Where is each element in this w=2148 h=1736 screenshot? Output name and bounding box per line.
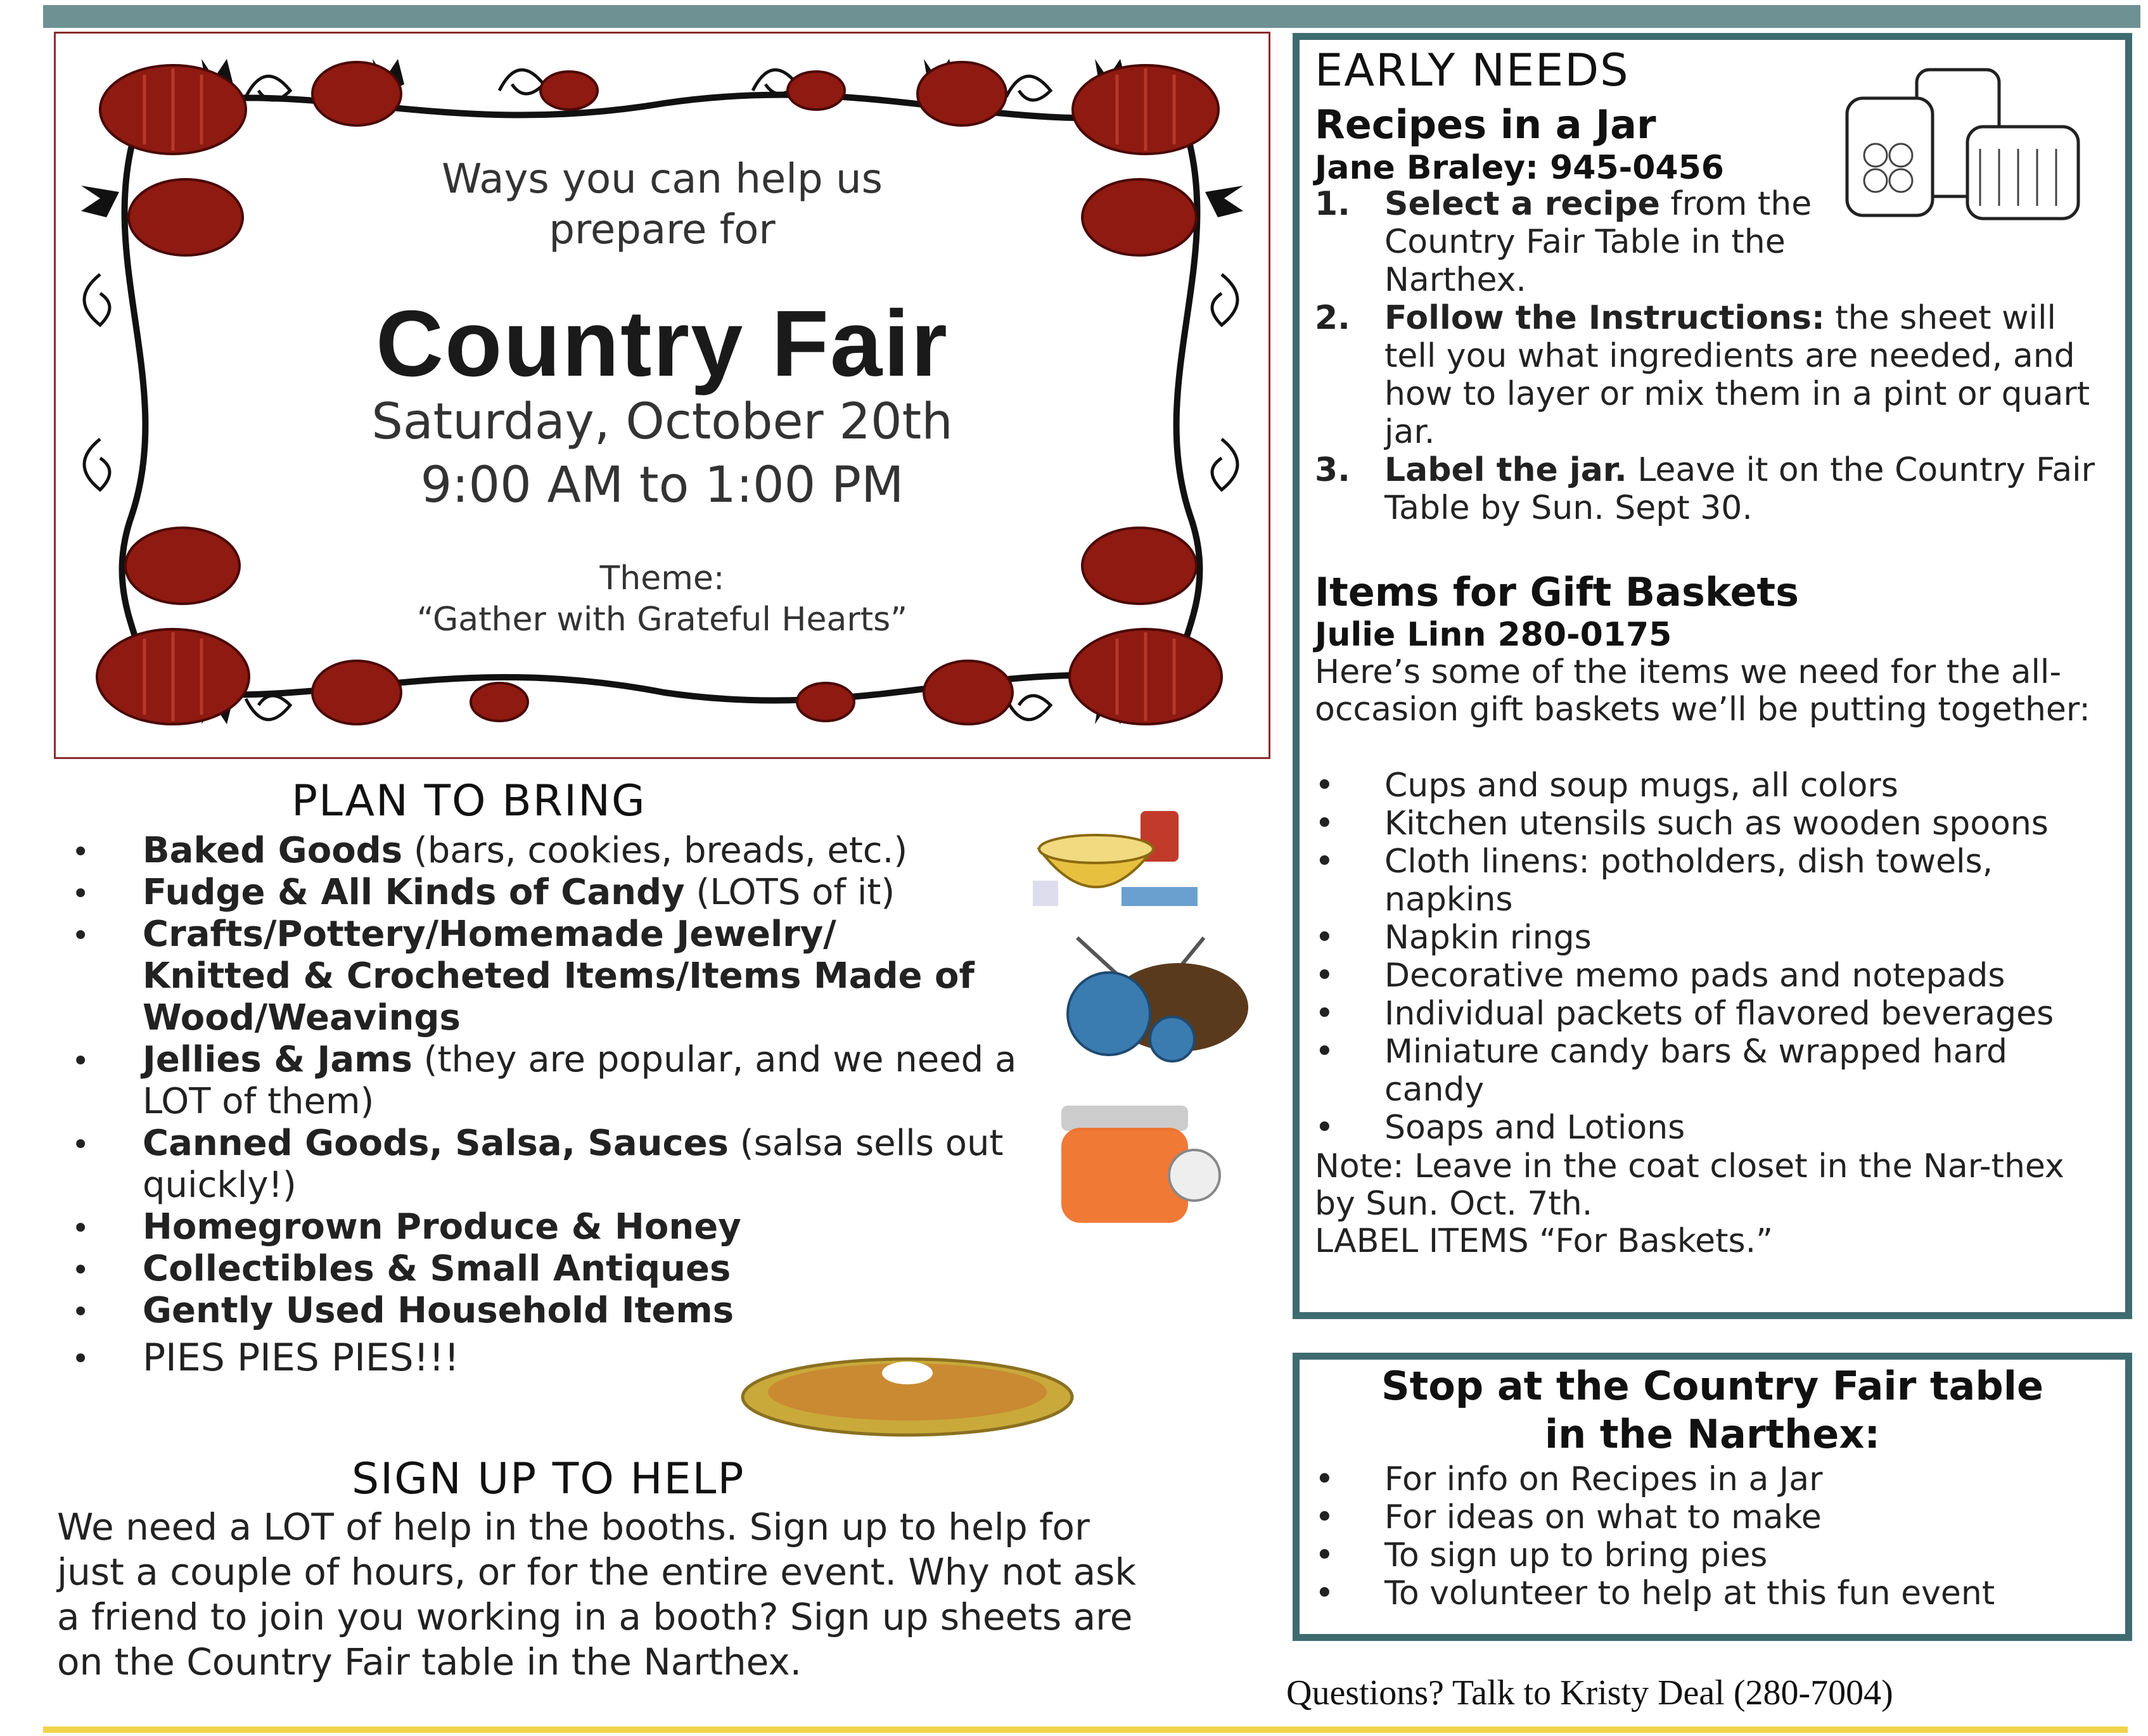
list-item	[67, 1290, 1055, 1332]
plan-item-bold: Canned Goods, Salsa, Sauces	[143, 1123, 729, 1164]
country-fair-flyer	[54, 32, 1270, 759]
recipes-steps	[1315, 185, 2113, 527]
list-item: • To sign up to bring pies	[1315, 1536, 2113, 1574]
plan-item-bold: Gently Used Household Items	[143, 1290, 734, 1331]
list-item: • Kitchen utensils such as wooden spoons	[1315, 805, 2113, 843]
list-item-pies: • PIES PIES PIES!!!	[67, 1337, 1055, 1379]
step-bold: Label the jar.	[1384, 451, 1627, 489]
list-item	[1315, 451, 2113, 527]
plan-item-rest: (they are popular, and we need a LOT of them)	[143, 1039, 1017, 1122]
plan-item-bold: Baked Goods	[143, 830, 403, 871]
bottom-bar	[43, 1726, 2128, 1733]
gift-list	[1315, 767, 2113, 1147]
list-item	[1315, 299, 2113, 451]
questions-contact: Questions? Talk to Kristy Deal (280-7004)	[1286, 1673, 1893, 1713]
fair-intro	[56, 154, 1269, 255]
signup-text: We need a LOT of help in the booths. Sign up to help for just a couple of hours, or for the entire event. Why not ask a friend to join you working in a booth? Sign up sheets are on the Country Fair table in the Narthex.	[57, 1505, 1136, 1683]
list-item	[67, 872, 1055, 914]
plan-item-bold: Crafts/Pottery/Homemade Jewelry/ Knitted & Crocheted Items/Items Made of Wood/Weavings	[143, 914, 975, 1038]
stop-list	[1315, 1460, 2113, 1612]
step-bold: Select a recipe	[1384, 185, 1660, 223]
plan-item-rest: (bars, cookies, breads, etc.)	[402, 830, 908, 871]
list-item: • For ideas on what to make	[1315, 1498, 2113, 1536]
list-item: • Individual packets of flavored beverages	[1315, 995, 2113, 1033]
stop-heading-line2: in the Narthex:	[1544, 1411, 1881, 1457]
top-bar	[43, 5, 2140, 28]
step-rest: from the Country Fair Table in the Narthex.	[1384, 185, 1812, 299]
list-item: • Cloth linens: potholders, dish towels, napkins	[1315, 843, 2113, 919]
fair-intro-line1: Ways you can help us	[442, 156, 883, 203]
signup-heading: SIGN UP TO HELP	[352, 1454, 745, 1504]
list-item	[67, 830, 1055, 872]
plan-list	[67, 830, 1055, 1379]
plan-item-bold: Collectibles & Small Antiques	[143, 1248, 731, 1289]
step-number: 2.	[1315, 299, 1350, 337]
fair-date: Saturday, October 20th	[371, 393, 953, 450]
recipes-heading: Recipes in a Jar	[1315, 101, 1656, 148]
gift-contact: Julie Linn 280-0175	[1315, 616, 1672, 654]
list-item	[67, 1039, 1030, 1123]
plan-heading: PLAN TO BRING	[291, 776, 646, 826]
step-bold: Follow the Instructions:	[1384, 299, 1825, 337]
list-item: • To volunteer to help at this fun event	[1315, 1574, 2113, 1612]
list-item	[1315, 185, 1844, 299]
jam-jar-icon	[1049, 1099, 1239, 1232]
knitting-basket-icon	[1052, 931, 1261, 1064]
list-item: • Cups and soup mugs, all colors	[1315, 767, 2113, 805]
step-number: 3.	[1315, 451, 1350, 489]
plan-item-bold: Homegrown Produce & Honey	[143, 1206, 741, 1248]
gift-note	[1315, 1148, 2107, 1260]
plan-item-rest: (LOTS of it)	[684, 872, 895, 913]
early-needs-heading: EARLY NEEDS	[1315, 44, 1630, 96]
list-item: • Miniature candy bars & wrapped hard candy	[1315, 1033, 2113, 1109]
list-item	[67, 914, 979, 1039]
fair-theme: “Gather with Grateful Hearts”	[416, 601, 908, 639]
list-item: • Soaps and Lotions	[1315, 1109, 2113, 1147]
list-item	[67, 1206, 1055, 1248]
list-item: • Decorative memo pads and notepads	[1315, 957, 2113, 995]
list-item	[67, 1248, 1055, 1290]
step-number: 1.	[1315, 185, 1350, 223]
stop-heading	[1299, 1362, 2126, 1458]
plan-item-rest: (salsa sells out quickly!)	[143, 1123, 1004, 1206]
fair-intro-line2: prepare for	[549, 207, 776, 253]
pie-icon	[738, 1346, 1077, 1441]
plan-item-bold: Jellies & Jams	[143, 1039, 412, 1080]
fair-time: 9:00 AM to 1:00 PM	[420, 457, 904, 514]
fair-theme-label: Theme:	[599, 559, 725, 597]
plan-item-bold: Fudge & All Kinds of Candy	[143, 872, 685, 913]
fair-title: Country Fair	[376, 291, 949, 396]
gift-label-text: LABEL ITEMS “For Baskets.”	[1315, 1222, 1774, 1260]
list-item: • Napkin rings	[1315, 919, 2113, 957]
list-item: • For info on Recipes in a Jar	[1315, 1460, 2113, 1498]
gift-heading: Items for Gift Baskets	[1315, 569, 1800, 615]
step-rest: the sheet will tell you what ingredients are needed, and how to layer or mix them in a pint or quart jar.	[1384, 299, 2090, 451]
baking-bowl-icon	[1026, 805, 1217, 919]
list-item	[67, 1123, 1055, 1206]
stop-heading-line1: Stop at the Country Fair table	[1381, 1363, 2044, 1409]
recipes-contact: Jane Braley: 945-0456	[1315, 149, 1724, 187]
gift-note-text: Note: Leave in the coat closet in the Nar-thex by Sun. Oct. 7th.	[1315, 1147, 2064, 1223]
gift-intro: Here’s some of the items we need for the all-occasion gift baskets we’ll be putting together:	[1315, 653, 2090, 729]
step-rest: Leave it on the Country Fair Table by Sun. Sept 30.	[1384, 451, 2095, 527]
